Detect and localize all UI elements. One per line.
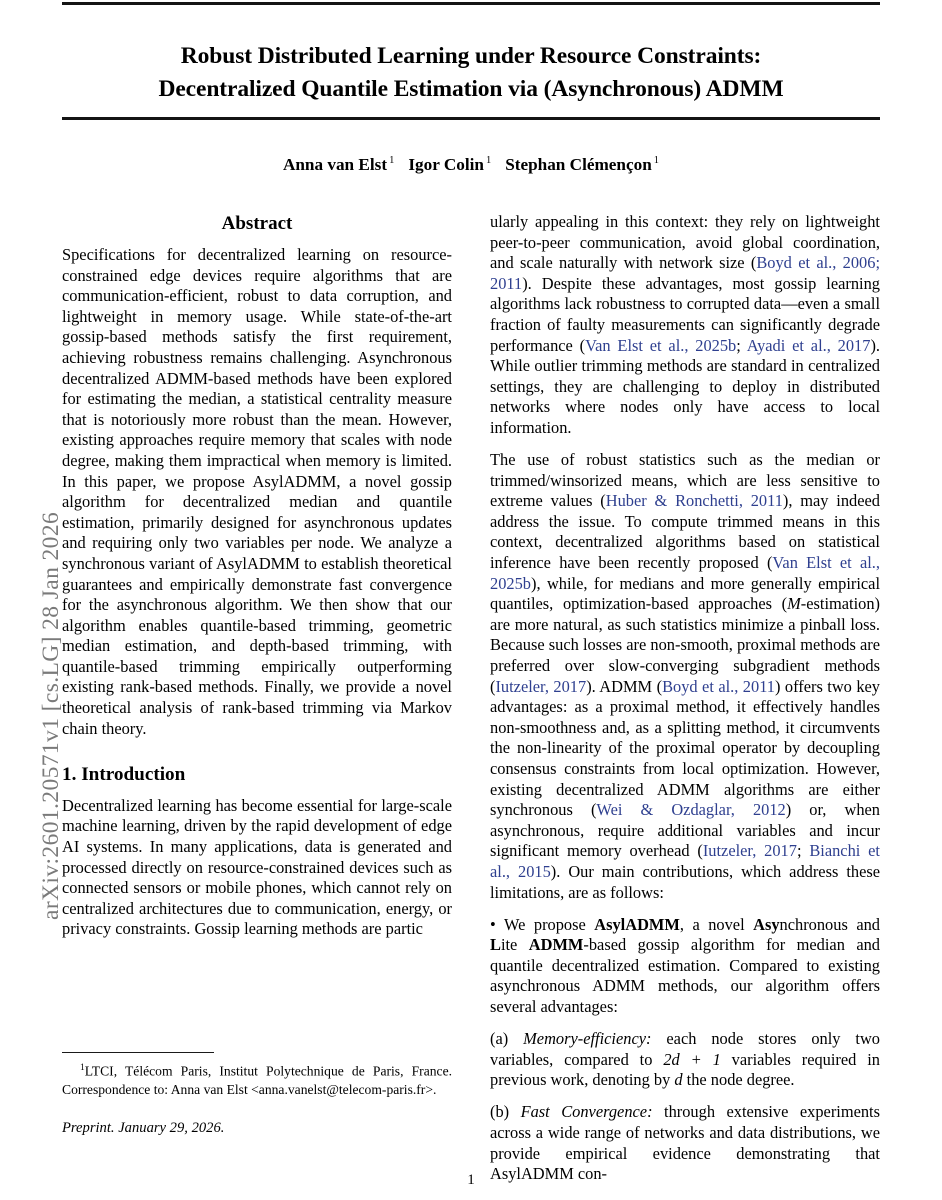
acronym-asy: Asy: [753, 914, 780, 934]
math-symbol-M: M: [787, 594, 801, 614]
math-symbol-d: d: [674, 1070, 683, 1090]
intro-paragraph-2: [490, 450, 880, 903]
item-a-text-2: variables required in previous work, denoting by: [490, 1049, 880, 1090]
contribution-bullet-1: [490, 915, 880, 1018]
item-a-label: (a): [490, 1029, 524, 1049]
intro-p1-text-2: ularly appealing in this context: they rely on lightweight peer-to-peer communication, avoid global coordination, and scale naturally with network size (: [490, 212, 880, 273]
intro-paragraph-1-continued: [490, 212, 880, 439]
right-column: [490, 212, 880, 1196]
intro-p1-text-4: ). While outlier trimming methods are standard in centralized settings, they are challenging to deploy in distributed networks where nodes only have access to local information.: [490, 335, 880, 437]
intro-p2-semicolon: ;: [796, 841, 810, 861]
author-2-affiliation-marker: 1: [485, 155, 492, 167]
algorithm-name-asyladmm: AsylADMM: [594, 914, 680, 934]
intro-p2-text-3: ), while, for medians and more generally empirical quantiles, optimization-based approaches (: [490, 573, 880, 614]
citation-wei-ozdaglar-2012[interactable]: Wei & Ozdaglar, 2012: [596, 800, 786, 820]
intro-p1-semicolon: ;: [736, 335, 747, 355]
intro-p2-text-8: ). Our main contributions, which address these limitations, are as follows:: [490, 861, 880, 902]
author-3-name: Stephan Clémençon: [505, 155, 652, 174]
citation-ayadi-2017[interactable]: Ayadi et al., 2017: [746, 335, 871, 355]
title-line-1: Robust Distributed Learning under Resource Constraints:: [180, 42, 762, 69]
bullet-text-2: , a novel: [679, 914, 754, 934]
paper-page: [62, 0, 880, 1200]
citation-boyd-2006-2011[interactable]: Boyd et al., 2006; 2011: [490, 253, 881, 293]
item-b-text-1: through extensive experiments across a wide range of networks and data distributions, we provide empirical evidence demonstrating that AsylADMM con-: [490, 1102, 880, 1184]
author-2-name: Igor Colin: [408, 155, 484, 174]
author-1-name: Anna van Elst: [282, 155, 388, 174]
citation-bianchi-2015[interactable]: Bianchi et al., 2015: [490, 841, 880, 881]
citation-iutzeler-2017-second[interactable]: Iutzeler, 2017: [702, 841, 797, 861]
item-b-label: (b): [490, 1102, 521, 1122]
math-2d-plus-1: 2d + 1: [663, 1049, 721, 1069]
intro-p2-text-2: ), may indeed address the issue. To compute trimmed means in this context, decentralized algorithms based on statistical inference have been recently proposed (: [490, 491, 880, 572]
footnote-marker: 1: [80, 1063, 85, 1074]
footnote-block: [62, 1052, 452, 1138]
intro-p2-text-1: The use of robust statistics such as the median or trimmed/winsorized means, which are less sensitive to extreme values (: [490, 450, 880, 511]
author-3: [505, 155, 659, 174]
citation-van-elst-2025b[interactable]: Van Elst et al., 2025b: [585, 335, 737, 355]
abstract-heading: Abstract: [221, 213, 293, 234]
footnote-separator-rule: [62, 1052, 214, 1053]
intro-p2-text-4: -estimation) are more natural, as such statistics minimize a pinball loss. Because such losses are non-smooth, proximal methods are preferred over slow-converging subgradient methods (: [490, 594, 880, 696]
item-a-text-1: each node stores only two variables, compared to: [490, 1029, 880, 1069]
citation-huber-ronchetti-2011[interactable]: Huber & Ronchetti, 2011: [605, 491, 783, 511]
item-b-title: Fast Convergence:: [520, 1102, 653, 1122]
title-underline-rule: [62, 117, 880, 120]
section-heading-introduction: 1. Introduction: [62, 764, 186, 786]
author-1-affiliation-marker: 1: [389, 155, 395, 167]
intro-p1-text-3: ). Despite these advantages, most gossip learning algorithms lack robustness to corrupted data—even a small fraction of faulty measurements can significantly degrade performance (: [490, 273, 880, 355]
left-column: [62, 212, 452, 940]
top-rule: [62, 2, 880, 5]
footnote-text: LTCI, Télécom Paris, Institut Polytechnique de Paris, France. Correspondence to: Anna van Elst <anna.vanelst@telecom-paris.fr>.: [62, 1063, 452, 1097]
citation-boyd-2011[interactable]: Boyd et al., 2011: [662, 676, 775, 696]
arxiv-stamp-text: arXiv:2601.20571v1 [cs.LG] 28 Jan 2026: [38, 511, 64, 920]
bullet-text-3: nchronous and: [779, 914, 880, 934]
intro-p2-text-6: ) offers two key advantages: as a proximal method, it effectively handles non-smoothness and, as a splitting method, it circumvents the non-linearity of the proximal operator by decoupling consensus constraints from local optimization. However, existing decentralized ADMM algorithms are either synchronous (: [490, 676, 880, 820]
footnote-affiliation: [62, 1060, 452, 1098]
page-title: [62, 40, 880, 106]
bullet-marker: •: [490, 914, 496, 934]
citation-van-elst-2025b-second[interactable]: Van Elst et al., 2025b: [490, 553, 880, 593]
intro-p2-text-5: ). ADMM (: [586, 676, 663, 696]
item-a-title: Memory-efficiency:: [523, 1029, 652, 1049]
bullet-text-1: We propose: [495, 914, 595, 934]
acronym-l: L: [490, 935, 501, 955]
acronym-admm: ADMM: [528, 935, 584, 955]
bullet-text-4: ite: [500, 935, 529, 955]
intro-paragraph-1-part-1: Decentralized learning has become essential for large-scale machine learning, driven by the rapid development of edge AI systems. In many applications, data is generated and processed directly on resource-constrained devices such as connected sensors or mobile phones, which cannot rely on centralized architectures due to communication, energy, or privacy constraints. Gossip learning methods are partic: [62, 795, 452, 939]
contribution-item-a: [490, 1029, 880, 1091]
bullet-text-5: -based gossip algorithm for median and quantile decentralized estimation. Compared to existing asynchronous ADMM methods, our algorithm offers several advantages:: [490, 935, 880, 1016]
author-1: [283, 155, 394, 174]
item-a-text-3: the node degree.: [682, 1070, 795, 1090]
title-line-2: Decentralized Quantile Estimation via (Asynchronous) ADMM: [158, 75, 784, 102]
citation-iutzeler-2017[interactable]: Iutzeler, 2017: [495, 676, 587, 696]
page-number: 1: [467, 1172, 475, 1188]
preprint-notice: Preprint. January 29, 2026.: [62, 1120, 225, 1137]
author-2: [408, 155, 491, 174]
author-3-affiliation-marker: 1: [653, 155, 660, 167]
abstract-body: Specifications for decentralized learning on resource-constrained edge devices require algorithms that are communication-efficient, robust to data corruption, and lightweight in memory usage. While state-of-the-art gossip-based methods satisfy the first requirement, achieving robustness remains challenging. Asynchronous decentralized ADMM-based methods have been explored for estimating the median, a statistical centrality measure that is notoriously more robust than the mean. However, existing approaches require memory that scales with node degree, making them impractical when memory is limited. In this paper, we propose AsylADMM, a novel gossip algorithm for decentralized median and quantile estimation, primarily designed for asynchronous updates and requiring only two variables per node. We analyze a synchronous variant of AsylADMM to establish theoretical guarantees and empirically demonstrate fast convergence for the asynchronous algorithm. We then show that our algorithm enables quantile-based trimming, geometric median estimation, and depth-based trimming, with quantile-based trimming empirically outperforming existing rank-based methods. Finally, we provide a novel theoretical analysis of rank-based trimming via Markov chain theory.: [62, 245, 452, 738]
arxiv-stamp: [0, 0, 64, 1200]
intro-p2-text-7: ) or, when asynchronous, require additional variables and incur significant memory overhead (: [490, 800, 880, 861]
author-list: [62, 155, 880, 175]
